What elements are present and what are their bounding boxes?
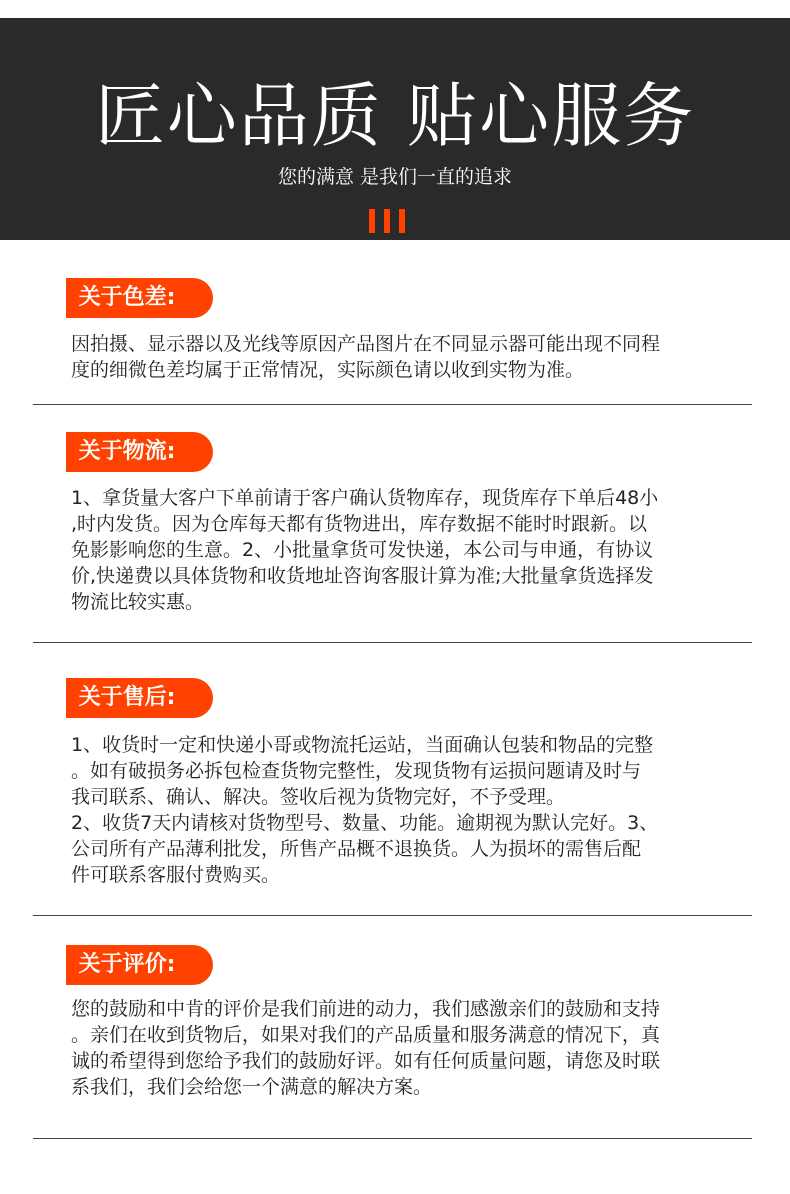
section-tag-label: 关于评价: <box>78 952 176 977</box>
body-line: 。如有破损务必拆包检查货物完整性，发现货物有运损问题请及时与 <box>71 760 642 782</box>
body-line: 公司所有产品薄利批发，所售产品概不退换货。人为损坏的需售后配 <box>71 838 642 860</box>
body-line: 2、收货7天内请核对货物型号、数量、功能。逾期视为默认完好。3、 <box>71 812 659 834</box>
body-line: 1、收货时一定和快递小哥或物流托运站，当面确认包装和物品的完整 <box>71 734 654 756</box>
section-body <box>71 485 731 615</box>
section-tag <box>66 278 213 318</box>
section-tag-label: 关于售后: <box>78 685 176 710</box>
section-tag <box>66 678 213 718</box>
body-line: 度的细微色差均属于正常情况，实际颜色请以收到实物为准。 <box>71 359 585 381</box>
body-line: 免影影响您的生意。2、小批量拿货可发快递，本公司与申通，有协议 <box>71 539 654 561</box>
section-tag-label: 关于色差: <box>78 285 176 310</box>
divider <box>33 642 752 643</box>
divider <box>33 915 752 916</box>
accent-bars <box>369 209 405 233</box>
section-tag-label: 关于物流: <box>78 439 176 464</box>
body-line: ,时内发货。因为仓库每天都有货物进出，库存数据不能时时跟新。以 <box>71 513 648 535</box>
body-line: 价,快递费以具体货物和收货地址咨询客服计算为准;大批量拿货选择发 <box>71 565 654 587</box>
page-subtitle: 您的满意 是我们一直的追求 <box>277 166 513 188</box>
body-line: 我司联系、确认、解决。签收后视为货物完好，不予受理。 <box>71 786 566 808</box>
header-banner <box>0 18 790 240</box>
body-line: 1、拿货量大客户下单前请于客户确认货物库存，现货库存下单后48小 <box>71 487 659 509</box>
section-body <box>71 732 731 888</box>
body-line: 件可联系客服付费购买。 <box>71 864 281 886</box>
body-line: 您的鼓励和中肯的评价是我们前进的动力，我们感激亲们的鼓励和支持 <box>71 998 661 1020</box>
section-body <box>71 996 731 1100</box>
body-line: 物流比较实惠。 <box>71 591 205 613</box>
divider <box>33 1138 752 1139</box>
page-title: 匠心品质 贴心服务 <box>94 75 696 157</box>
accent-bar <box>399 209 405 233</box>
accent-bar <box>384 209 390 233</box>
section-tag <box>66 432 213 472</box>
body-line: 。亲们在收到货物后，如果对我们的产品质量和服务满意的情况下，真 <box>71 1024 661 1046</box>
section-tag <box>66 945 213 985</box>
body-line: 因拍摄、显示器以及光线等原因产品图片在不同显示器可能出现不同程 <box>71 333 661 355</box>
section-body <box>71 331 731 383</box>
divider <box>33 404 752 405</box>
body-line: 系我们，我们会给您一个满意的解决方案。 <box>71 1076 433 1098</box>
accent-bar <box>369 209 375 233</box>
body-line: 诚的希望得到您给予我们的鼓励好评。如有任何质量问题，请您及时联 <box>71 1050 661 1072</box>
